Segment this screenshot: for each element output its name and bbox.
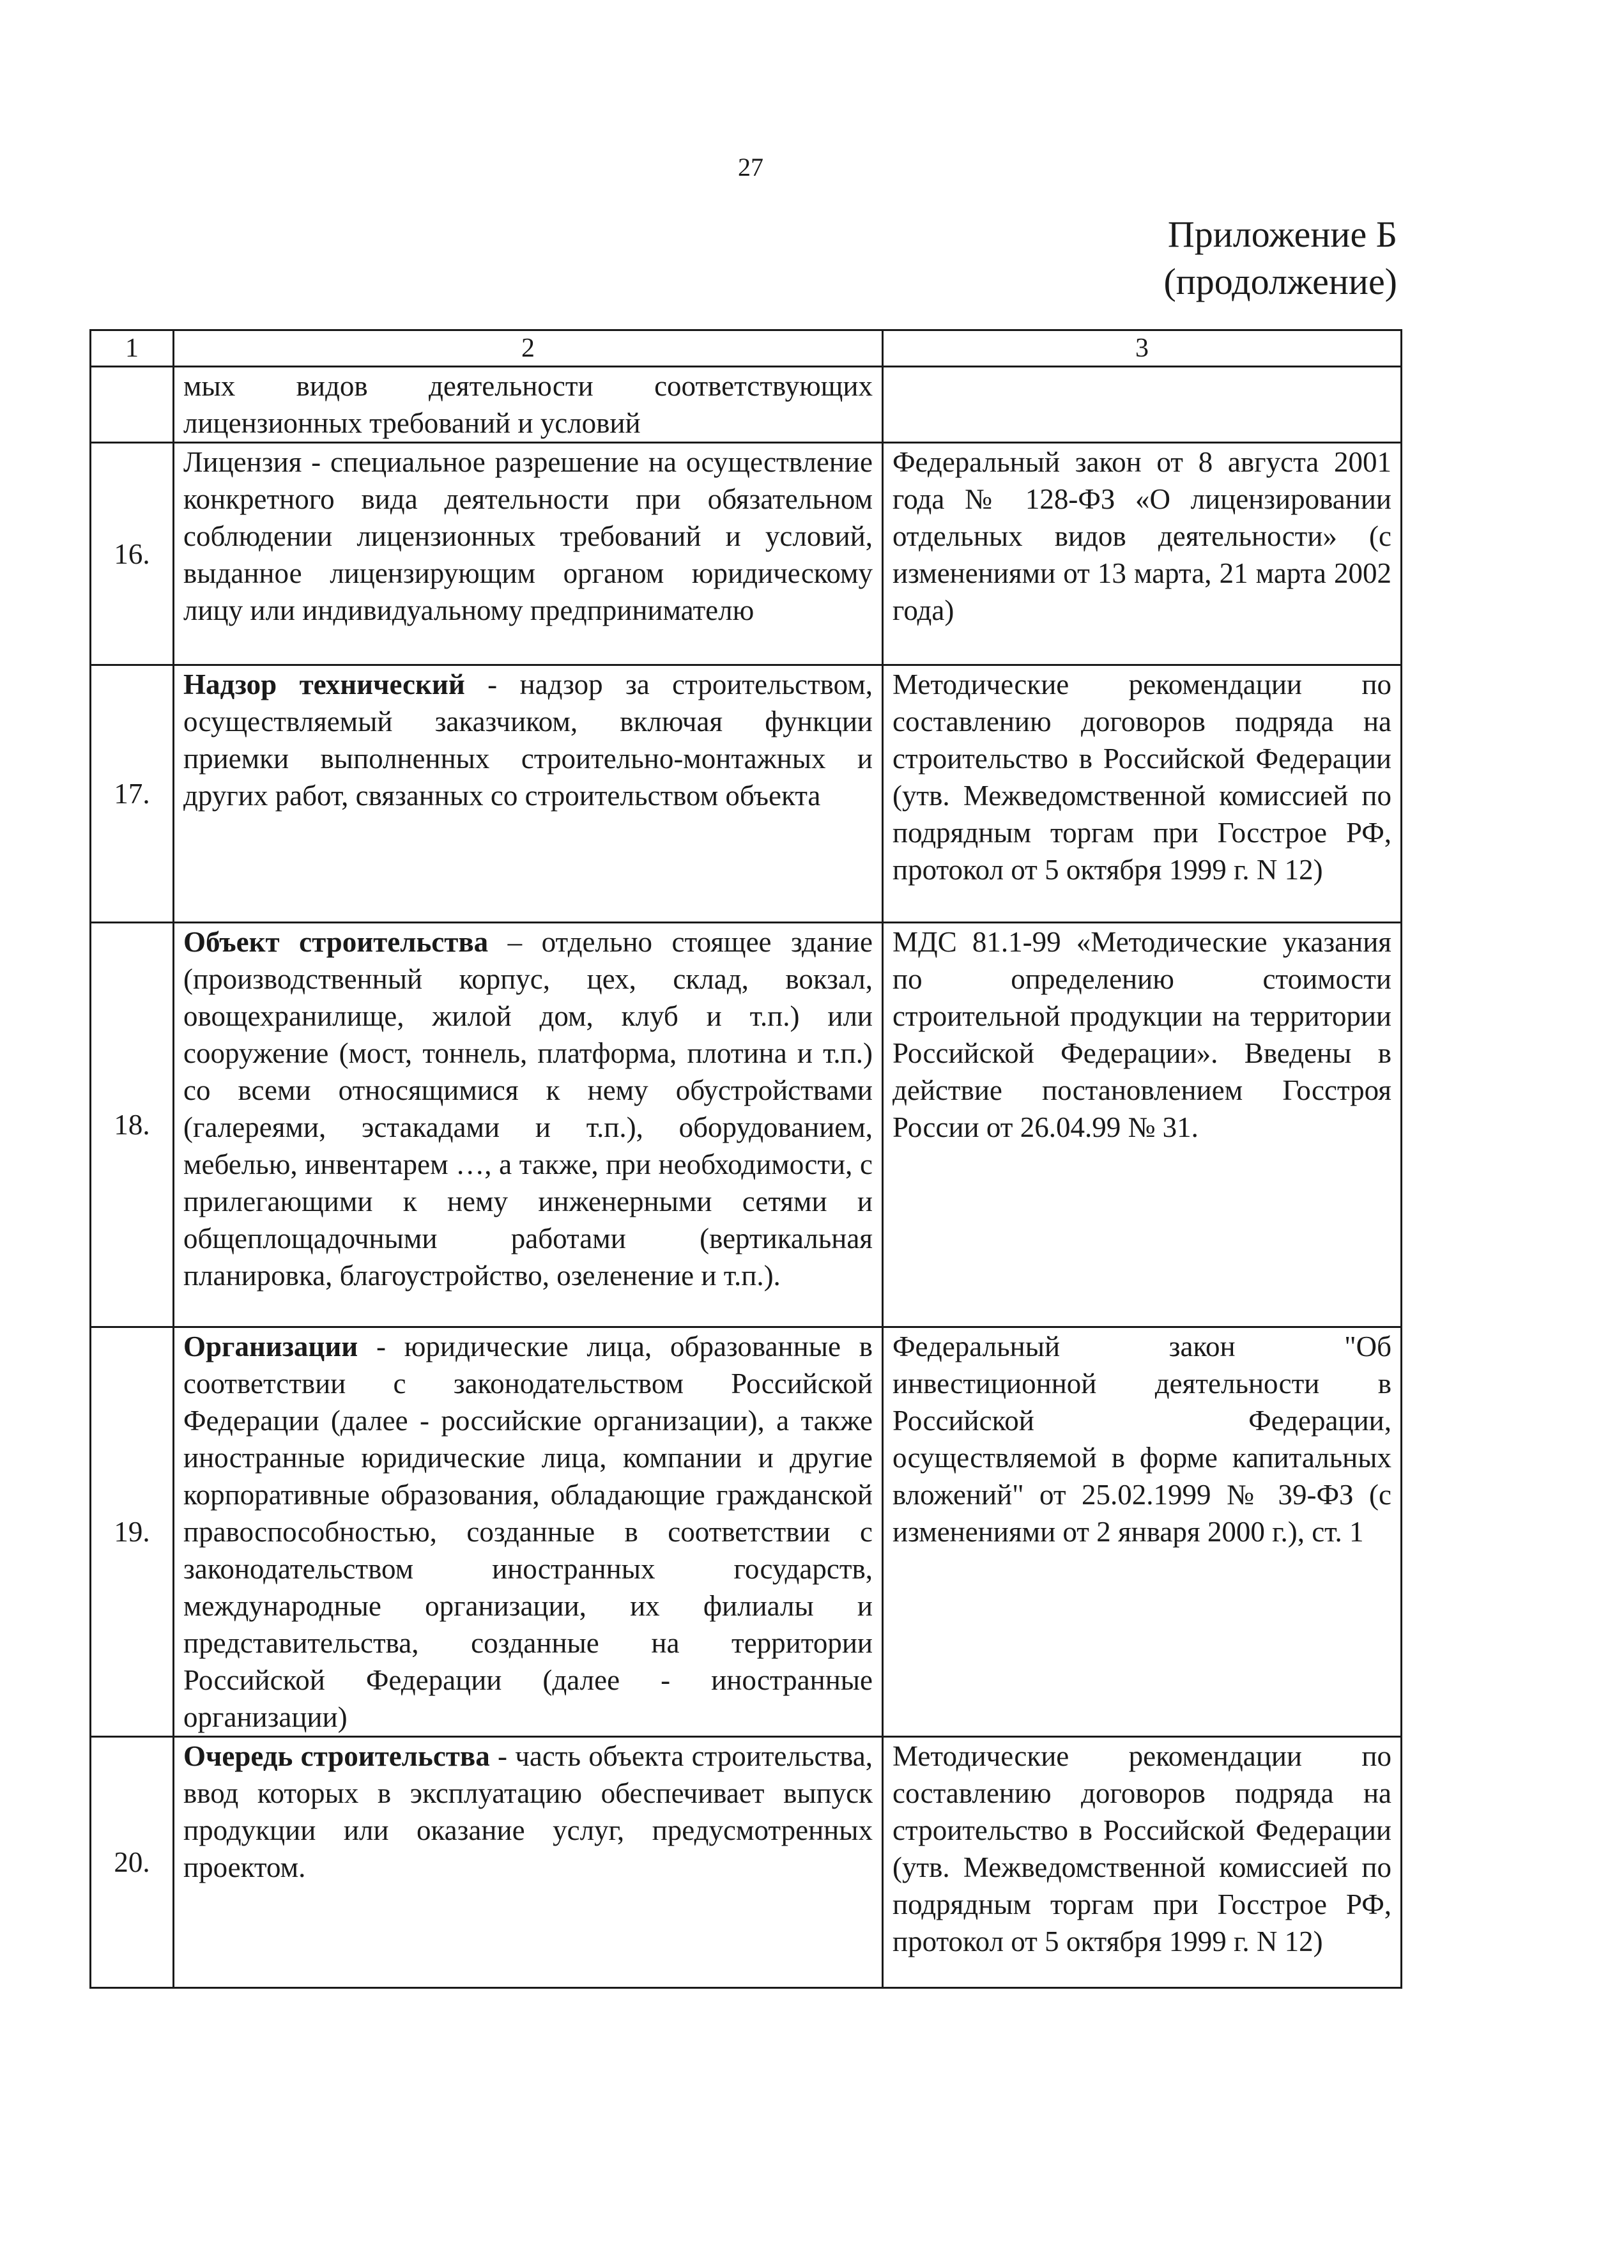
row-number: 16. — [91, 443, 174, 665]
appendix-continuation: (продолжение) — [1163, 261, 1397, 302]
table-row-18 — [91, 923, 1402, 1327]
row-number: 18. — [91, 923, 174, 1327]
row-source: Федеральный закон от 8 августа 2001 года № 128-ФЗ «О лицензировании отдельных видов деятельности» (с изменениями от 13 марта, 21 марта 2002 года) — [883, 443, 1402, 665]
row-definition — [174, 1327, 883, 1737]
row-number: 20. — [91, 1737, 174, 1988]
table-header-row — [91, 330, 1402, 367]
row-definition-text: - специальное разрешение на осуществление конкретного вида деятельности при обязательном соблюдении лицензионных требований и условий, выданное лицензирующим органом юридическому лицу или индивидуальному предпринимателю — [183, 446, 873, 626]
table-row-19 — [91, 1327, 1402, 1737]
row-definition-text: - надзор за строительством, осуществляемый заказчиком, включая функции приемки выполненных строительно-монтажных и других работ, связанных со строительством объекта — [183, 668, 873, 812]
row-definition — [174, 1737, 883, 1988]
row-term: Лицензия — [183, 446, 302, 478]
table-row-20 — [91, 1737, 1402, 1988]
row-source — [883, 367, 1402, 443]
row-definition — [174, 443, 883, 665]
terms-table — [89, 329, 1402, 1989]
row-term: Надзор технический — [183, 668, 465, 700]
page-number: 27 — [738, 153, 763, 181]
table-row-17 — [91, 665, 1402, 923]
row-definition — [174, 665, 883, 923]
row-definition-text: – отдельно стоящее здание (производственный корпус, цех, склад, вокзал, овощехранилище, жилой дом, клуб и т.п.) или сооружение (мост, тоннель, платформа, плотина и т.п.) со всеми относящимися к нему обустройствами (галереями, эстакадами и т.п.), оборудованием, мебелью, инвентарем …, а также, при необходимости, с прилегающими к нему инженерными сетями и общеплощадочными работами (вертикальная планировка, благоустройство, озеленение и т.п.). — [183, 926, 873, 1292]
row-definition-text: мых видов деятельности соответствующих лицензионных требований и условий — [183, 370, 873, 439]
row-definition-text: - часть объекта строительства, ввод которых в эксплуатацию обеспечивает выпуск продукции или оказание услуг, предусмотренных проектом. — [183, 1740, 873, 1883]
row-number: 17. — [91, 665, 174, 923]
row-definition — [174, 367, 883, 443]
row-definition-text: - юридические лица, образованные в соответствии с законодательством Российской Федерации (далее - российские организации), а также иностранные юридические лица, компании и другие корпоративные образования, обладающие гражданской правоспособностью, созданные в соответствии с законодательством иностранных государств, международные организации, их филиалы и представительства, созданные на территории Российской Федерации (далее - иностранные организации) — [183, 1331, 873, 1733]
table-row-continuation — [91, 367, 1402, 443]
row-definition — [174, 923, 883, 1327]
appendix-title — [1163, 211, 1397, 305]
column-header-definition: 2 — [174, 330, 883, 367]
row-term: Очередь строительства — [183, 1740, 490, 1772]
row-source: МДС 81.1-99 «Методические указания по определению стоимости строительной продукции на территории Российской Федерации». Введены в действие постановлением Госстроя России от 26.04.99 № 31. — [883, 923, 1402, 1327]
column-header-source: 3 — [883, 330, 1402, 367]
row-term: Организации — [183, 1331, 358, 1362]
row-source: Методические рекомендации по составлению договоров подряда на строительство в Российской Федерации (утв. Межведомственной комиссией по подрядным торгам при Госстрое РФ, протокол от 5 октября 1999 г. N 12) — [883, 1737, 1402, 1988]
row-number — [91, 367, 174, 443]
column-header-number: 1 — [91, 330, 174, 367]
row-source: Методические рекомендации по составлению договоров подряда на строительство в Российской Федерации (утв. Межведомственной комиссией по подрядным торгам при Госстрое РФ, протокол от 5 октября 1999 г. N 12) — [883, 665, 1402, 923]
row-term: Объект строительства — [183, 926, 489, 958]
row-source: Федеральный закон "Об инвестиционной деятельности в Российской Федерации, осуществляемой в форме капитальных вложений" от 25.02.1999 № 39-ФЗ (с изменениями от 2 января 2000 г.), ст. 1 — [883, 1327, 1402, 1737]
table-row-16 — [91, 443, 1402, 665]
appendix-label: Приложение Б — [1167, 213, 1397, 255]
row-number: 19. — [91, 1327, 174, 1737]
